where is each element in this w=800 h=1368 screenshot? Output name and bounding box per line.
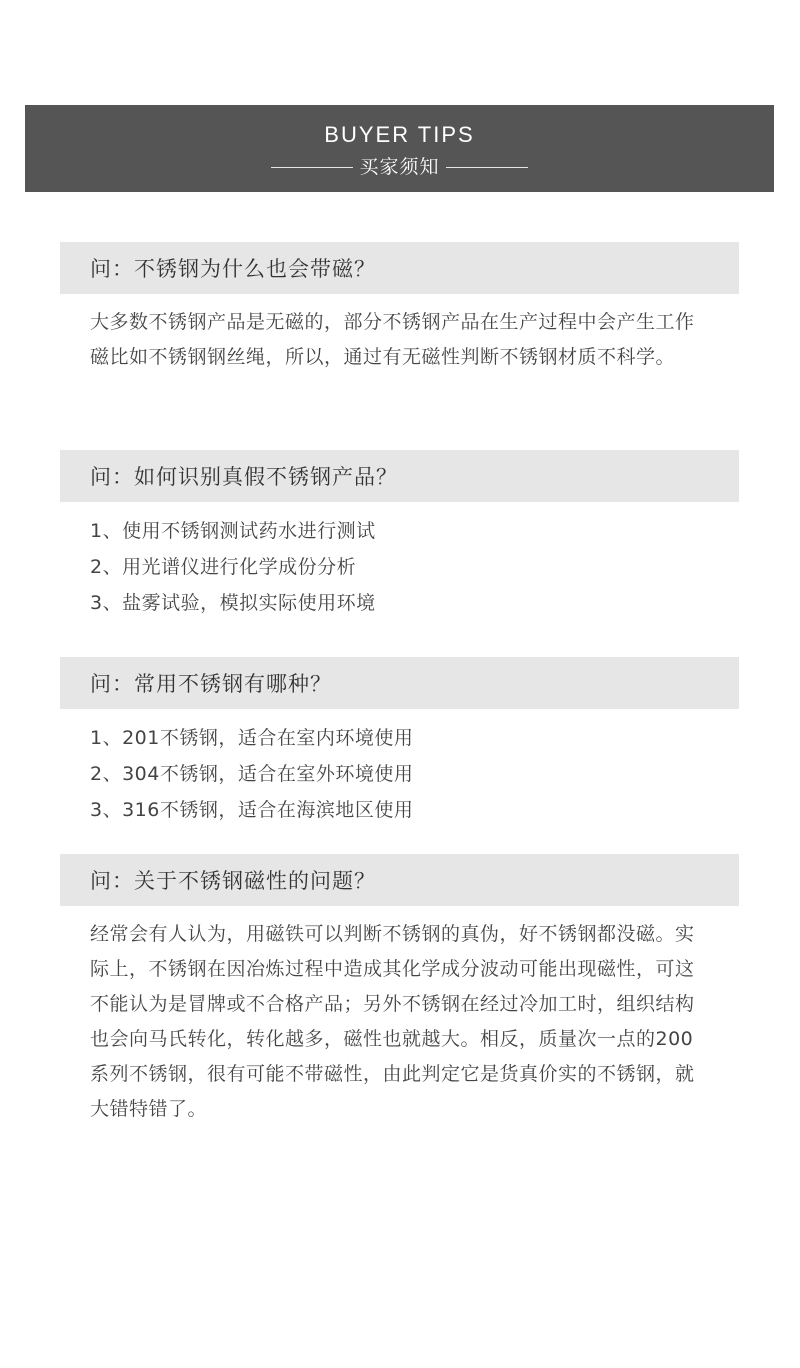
buyer-tips-banner <box>25 105 774 192</box>
answer-list <box>60 502 739 621</box>
question-text: 问：不锈钢为什么也会带磁？ <box>90 257 376 281</box>
banner-subtitle-row <box>25 154 774 180</box>
list-item: 2、用光谱仪进行化学成份分析 <box>90 556 357 578</box>
answer-paragraph: 经常会有人认为，用磁铁可以判断不锈钢的真伪，好不锈钢都没磁。实际上，不锈钢在因冶炼过程中造成其化学成分波动可能出现磁性，可这不能认为是冒牌或不合格产品；另外不锈钢在经过冷加工时，组织结构也会向马氏转化，转化越多，磁性也就越大。相反，质量次一点的200系列不锈钢，很有可能不带磁性，由此判定它是货真价实的不锈钢，就大错特错了。 <box>90 923 695 1120</box>
answer-block <box>60 294 739 375</box>
answer-list <box>60 709 739 828</box>
question-bar <box>60 242 739 294</box>
list-item: 3、盐雾试验，模拟实际使用环境 <box>90 592 376 614</box>
list-item: 1、201不锈钢，适合在室内环境使用 <box>90 727 414 749</box>
subtitle-left-divider <box>271 167 353 168</box>
question-bar <box>60 657 739 709</box>
list-item: 3、316不锈钢，适合在海滨地区使用 <box>90 799 414 821</box>
question-text: 问：如何识别真假不锈钢产品？ <box>90 465 398 489</box>
answer-block <box>60 906 739 1127</box>
question-bar <box>60 854 739 906</box>
banner-subtitle: 买家须知 <box>359 156 440 178</box>
subtitle-right-divider <box>446 167 528 168</box>
banner-title: BUYER TIPS <box>324 122 475 147</box>
answer-paragraph: 大多数不锈钢产品是无磁的，部分不锈钢产品在生产过程中会产生工作磁比如不锈钢钢丝绳，所以，通过有无磁性判断不锈钢材质不科学。 <box>90 311 695 368</box>
question-text: 问：常用不锈钢有哪种？ <box>90 672 332 696</box>
qa-section-magnetic-issue <box>60 854 739 1127</box>
list-item: 1、使用不锈钢测试药水进行测试 <box>90 520 376 542</box>
qa-section-identify <box>60 450 739 621</box>
question-text: 问：关于不锈钢磁性的问题？ <box>90 869 376 893</box>
list-item: 2、304不锈钢，适合在室外环境使用 <box>90 763 414 785</box>
qa-section-magnetism <box>60 242 739 375</box>
question-bar <box>60 450 739 502</box>
qa-section-types <box>60 657 739 828</box>
